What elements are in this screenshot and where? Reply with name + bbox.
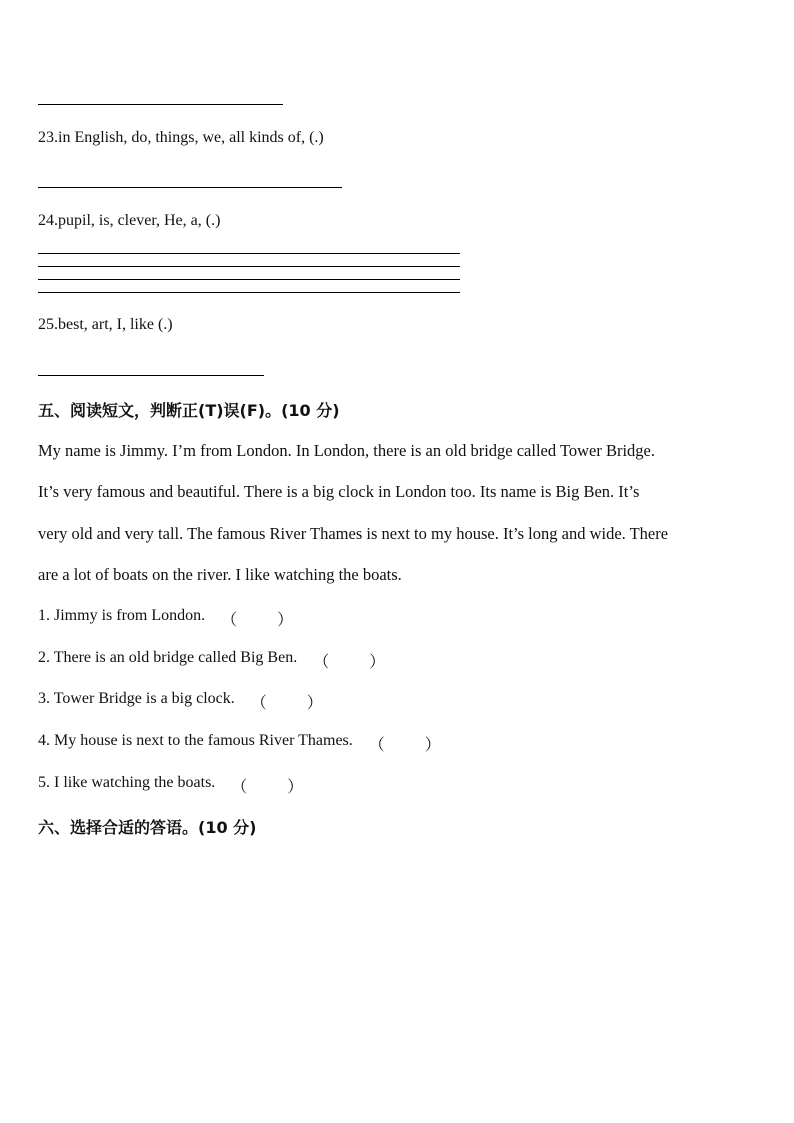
answer-line-24c[interactable] <box>38 279 460 280</box>
answer-line-23[interactable] <box>38 187 342 188</box>
answer-blank[interactable]: （ ） <box>368 737 441 754</box>
answer-line-25[interactable] <box>38 375 264 376</box>
tf-statement-text: 2. There is an old bridge called Big Ben. <box>38 649 298 666</box>
tf-statement-5 <box>38 774 309 796</box>
tf-statement-4 <box>38 732 447 754</box>
section5-heading: 五、阅读短文，判断正(T)误(F)。(10 分) <box>38 401 340 420</box>
question-24: 24.pupil, is, clever, He, a, (.) <box>38 212 221 229</box>
answer-line-24b[interactable] <box>38 266 460 267</box>
question-25: 25.best, art, I, like (.) <box>38 316 173 333</box>
tf-statement-1 <box>38 607 299 629</box>
answer-blank[interactable]: （ ） <box>221 612 294 629</box>
tf-statement-text: 4. My house is next to the famous River Thames. <box>38 732 353 749</box>
passage-line-2: It’s very famous and beautiful. There is a big clock in London too. Its name is Big Ben. It’s <box>38 482 640 501</box>
answer-line-24a[interactable] <box>38 253 460 254</box>
passage-line-4: are a lot of boats on the river. I like watching the boats. <box>38 565 402 584</box>
passage-line-3: very old and very tall. The famous River Thames is next to my house. It’s long and wide. There <box>38 524 669 543</box>
section6-heading: 六、选择合适的答语。(10 分) <box>38 818 257 837</box>
passage-line-1: My name is Jimmy. I’m from London. In London, there is an old bridge called Tower Bridge. <box>38 441 656 460</box>
question-23: 23.in English, do, things, we, all kinds of, (.) <box>38 129 324 146</box>
tf-statement-2 <box>38 649 391 671</box>
answer-line-22[interactable] <box>38 104 283 105</box>
tf-statement-text: 3. Tower Bridge is a big clock. <box>38 690 235 707</box>
answer-blank[interactable]: （ ） <box>231 779 304 796</box>
tf-statement-text: 5. I like watching the boats. <box>38 774 216 791</box>
answer-blank[interactable]: （ ） <box>250 695 323 712</box>
tf-statement-text: 1. Jimmy is from London. <box>38 607 206 624</box>
tf-statement-3 <box>38 690 329 712</box>
answer-line-24d[interactable] <box>38 292 460 293</box>
answer-blank[interactable]: （ ） <box>313 654 386 671</box>
